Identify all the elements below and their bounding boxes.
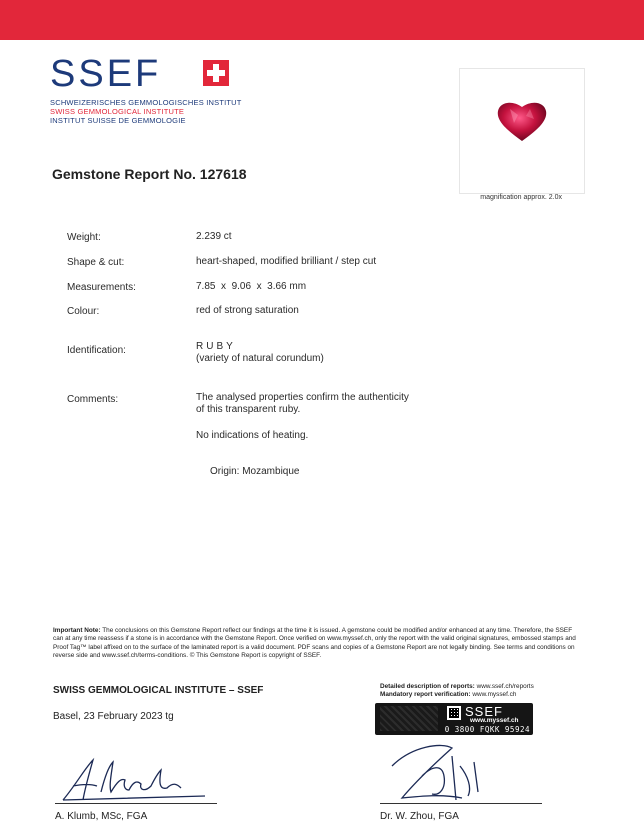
mandatory-verification-line [380, 691, 516, 698]
weight-label: Weight: [67, 232, 101, 243]
colour-label: Colour: [67, 306, 100, 317]
measurements-label: Measurements: [67, 282, 136, 293]
signer-1-name: A. Klumb, MSc, FGA [55, 811, 148, 822]
comments-label: Comments: [67, 394, 119, 405]
comment-line-1: The analysed properties confirm the authenticity [196, 392, 409, 403]
signature-line-2 [380, 803, 542, 804]
tag-url: www.myssef.ch [470, 717, 519, 724]
detailed-reports-line [380, 683, 534, 690]
note-text: The conclusions on this Gemstone Report reflect our findings at the time it is issued. A gemstone could be modified and/or enhanced at any time. Therefore, the SSEF can at any time reassess if a stone is in accordance with the Gemstone Report. Once verified on www.myssef.ch, only the report with the valid original signatures, embossed stamps and Proof Tag™ label affixed on to the surface of the laminated report is a valid document. PDF scans and copies of a Gemstone Report are not legally binding. See terms and conditions on reverse side and www.ssef.ch/terms-conditions. © This Gemstone Report is copyright of SSEF. [53, 627, 576, 659]
comment-heating: No indications of heating. [196, 430, 309, 441]
institute-name-en: SWISS GEMMOLOGICAL INSTITUTE [50, 107, 185, 116]
top-red-band [0, 0, 644, 40]
tag-code: 0 3800 FQKK 95924 [444, 725, 530, 734]
ssef-logo: SSEF [50, 53, 162, 95]
colour-value: red of strong saturation [196, 305, 299, 316]
heart-ruby-icon [460, 69, 584, 193]
shape-value: heart-shaped, modified brilliant / step cut [196, 256, 377, 267]
note-heading: Important Note: [53, 627, 101, 634]
origin-value: Origin: Mozambique [210, 466, 300, 477]
detailed-url[interactable]: www.ssef.ch/reports [476, 683, 534, 690]
weight-value: 2.239 ct [196, 231, 232, 242]
important-note [53, 627, 583, 660]
qr-code-icon [447, 706, 461, 720]
comment-line-2: of this transparent ruby. [196, 404, 301, 415]
identification-value: RUBY [196, 341, 236, 352]
institute-name-de: SCHWEIZERISCHES GEMMOLOGISCHES INSTITUT [50, 98, 242, 107]
signature-zhou [382, 736, 492, 806]
shape-label: Shape & cut: [67, 257, 125, 268]
signer-2-name: Dr. W. Zhou, FGA [380, 811, 459, 822]
signature-klumb [55, 756, 215, 804]
tag-logo: SSEF [465, 704, 503, 719]
detailed-label: Detailed description of reports: [380, 683, 475, 690]
mandatory-label: Mandatory report verification: [380, 691, 471, 698]
magnification-note: magnification approx. 2.0x [480, 194, 562, 201]
place-date: Basel, 23 February 2023 tg [53, 711, 174, 722]
institute-name-fr: INSTITUT SUISSE DE GEMMOLOGIE [50, 116, 186, 125]
identification-label: Identification: [67, 345, 126, 356]
signature-line-1 [55, 803, 217, 804]
measurements-value: 7.85 x 9.06 x 3.66 mm [196, 281, 307, 292]
footer-institute: SWISS GEMMOLOGICAL INSTITUTE – SSEF [53, 685, 264, 696]
swiss-cross-icon [203, 60, 229, 86]
identification-note: (variety of natural corundum) [196, 353, 324, 364]
mandatory-url[interactable]: www.myssef.ch [472, 691, 517, 698]
report-title: Gemstone Report No. 127618 [52, 166, 247, 182]
gemstone-photo [459, 68, 585, 194]
